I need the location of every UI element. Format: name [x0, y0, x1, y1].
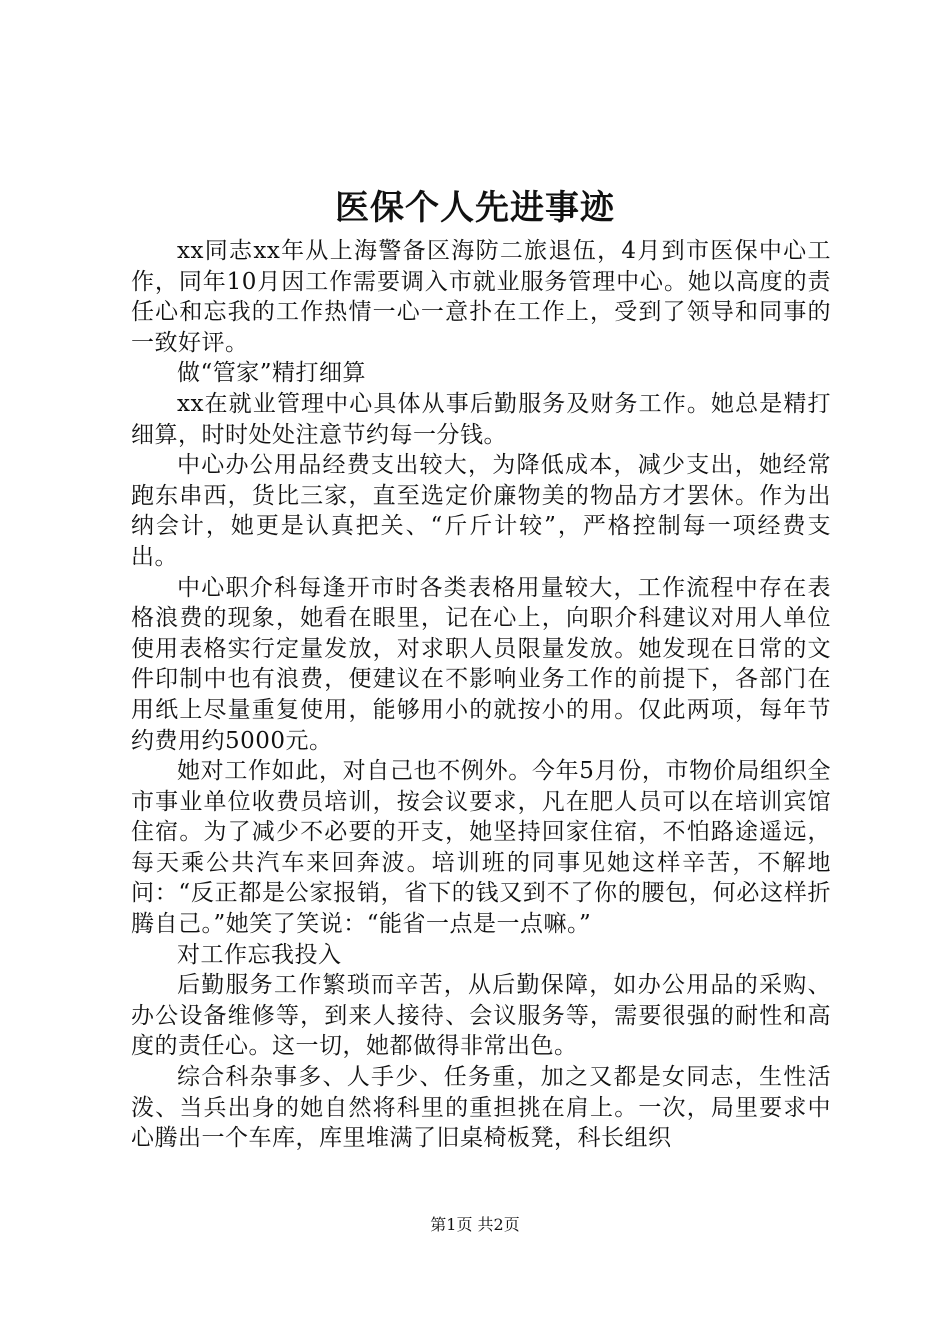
- paragraph-logistics: 后勤服务工作繁琐而辛苦，从后勤保障，如办公用品的采购、办公设备维修等，到来人接待、会议服务等，需要很强的耐性和高度的责任心。这一切，她都做得非常出色。: [131, 972, 831, 1060]
- paragraph-intro: xx同志xx年从上海警备区海防二旅退伍，4月到市医保中心工作，同年10月因工作需要调入市就业服务管理中心。她以高度的责任心和忘我的工作热情一心一意扑在工作上，受到了领导和同事的一致好评。: [131, 238, 831, 356]
- document-title: 医保个人先进事迹: [335, 188, 615, 228]
- page-number-footer: 第1页 共2页: [430, 1215, 520, 1234]
- paragraph-finance-work: xx在就业管理中心具体从事后勤服务及财务工作。她总是精打细算，时时处处注意节约每一分钱。: [131, 390, 831, 448]
- section-heading-housekeeper: 做“管家”精打细算: [177, 360, 367, 387]
- paragraph-general-office: 综合科杂事多、人手少、任务重，加之又都是女同志，生性活泼、当兵出身的她自然将科里的重担挑在肩上。一次，局里要求中心腾出一个车库，库里堆满了旧桌椅板凳，科长组织: [131, 1064, 831, 1152]
- paragraph-training: 她对工作如此，对自己也不例外。今年5月份，市物价局组织全市事业单位收费员培训，按会议要求，凡在肥人员可以在培训宾馆住宿。为了减少不必要的开支，她坚持回家住宿，不怕路途遥远，每天乘公共汽车来回奔波。培训班的同事见她这样辛苦，不解地问：“反正都是公家报销，省下的钱又到不了你的腰包，何必这样折腾自己。”她笑了笑说：“能省一点是一点嘛。”: [131, 758, 831, 938]
- document-body: [131, 236, 831, 1154]
- paragraph-forms-saving: 中心职介科每逢开市时各类表格用量较大，工作流程中存在表格浪费的现象，她看在眼里，记在心上，向职介科建议对用人单位使用表格实行定量发放，对求职人员限量发放。她发现在日常的文件印制中也有浪费，便建议在不影响业务工作的前提下，各部门在用纸上尽量重复使用，能够用小的就按小的用。仅此两项，每年节约费用约5000元。: [131, 574, 831, 754]
- paragraph-office-supplies: 中心办公用品经费支出较大，为降低成本，减少支出，她经常跑东串西，货比三家，直至选定价廉物美的物品方才罢休。作为出纳会计，她更是认真把关、“斤斤计较”，严格控制每一项经费支出。: [131, 452, 831, 570]
- section-heading-dedication: 对工作忘我投入: [177, 941, 342, 968]
